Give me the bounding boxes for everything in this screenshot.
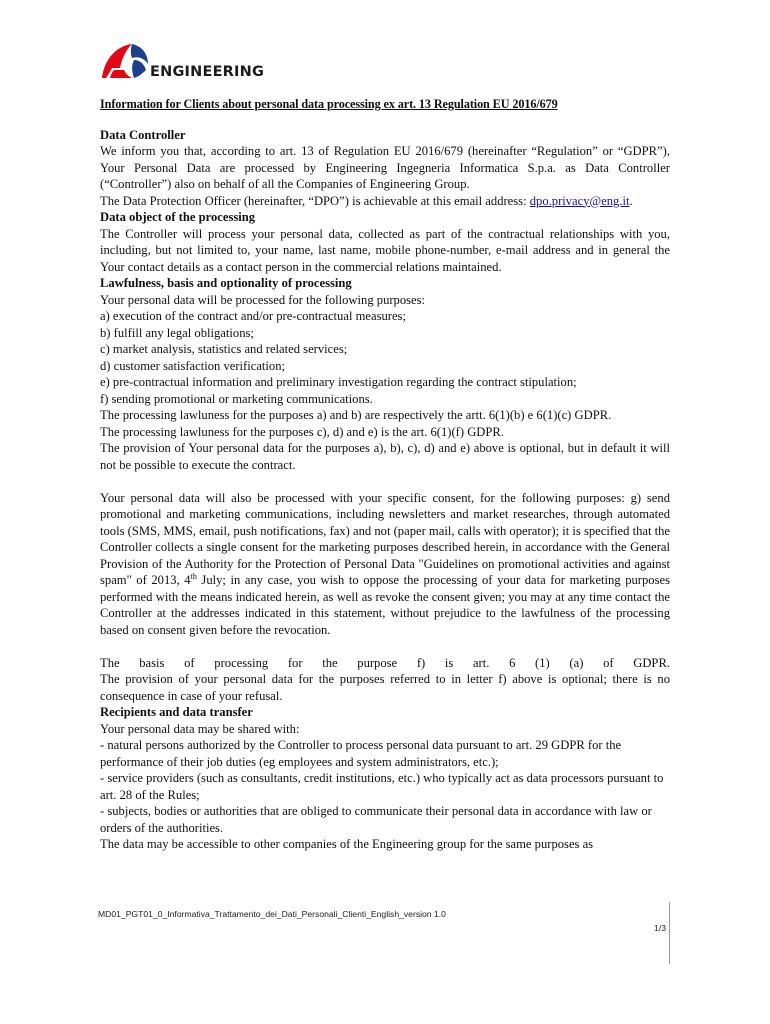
- list-item: a) execution of the contract and/or pre-contractual measures;: [100, 309, 406, 323]
- heading-recipients: Recipients and data transfer: [100, 705, 253, 719]
- document-title: Information for Clients about personal data processing ex art. 13 Regulation EU 2016/679: [100, 97, 558, 111]
- optional-paragraph: The provision of your personal data for the purposes referred to in letter f) above is optional; there is no consequence in case of your refusal.: [100, 672, 670, 703]
- list-item: - service providers (such as consultants, credit institutions, etc.) who typically act as data processors pursuant to art. 28 of the Rules;: [100, 771, 664, 802]
- recipients-last-line: The data may be accessible to other companies of the Engineering group for the same purposes as: [100, 837, 594, 851]
- heading-data-object: Data object of the processing: [100, 210, 256, 224]
- spacer: [100, 473, 670, 490]
- heading-data-controller: Data Controller: [100, 127, 186, 142]
- lawfulness-line-1: The processing lawluness for the purposes a) and b) are respectively the artt. 6(1)(b) e 6(1)(c) GDPR.: [100, 408, 612, 422]
- consent-text-b: July; in any case, you wish to oppose the processing of your data for marketing purposes performed with the means indicated herein, as well as revoke the consent given; you may at any time contact the Controller at the addresses indicated in this statement, without prejudice to the lawfulness of the processing based on consent given before the revocation.: [100, 573, 670, 637]
- lawfulness-line-2: The processing lawluness for the purposes c), d) and e) is the art. 6(1)(f) GDPR.: [100, 424, 504, 439]
- list-item: b) fulfill any legal obligations;: [100, 325, 254, 340]
- document-body: [100, 96, 670, 853]
- consent-paragraph: [100, 490, 670, 639]
- footer-doc-id: MD01_PGT01_0_Informativa_Trattamento_dei_Dati_Personali_Clienti_English_version 1.0: [98, 909, 446, 919]
- heading-lawfulness: Lawfulness, basis and optionality of processing: [100, 276, 352, 290]
- engineering-logo: [98, 40, 268, 84]
- dpo-email-link[interactable]: dpo.privacy@eng.it: [529, 193, 630, 208]
- spacer: [100, 638, 670, 655]
- dpo-text: The Data Protection Officer (hereinafter, “DPO”) is achievable at this email address:: [100, 193, 527, 208]
- lawfulness-intro: Your personal data will be processed for the following purposes:: [100, 292, 426, 307]
- basis-line: The basis of processing for the purpose f) is art. 6 (1) (a) of GDPR.: [100, 655, 670, 670]
- list-item: - subjects, bodies or authorities that are obliged to communicate their personal data in accordance with law or orders of the authorities.: [100, 804, 652, 835]
- controller-paragraph: We inform you that, according to art. 13 of Regulation EU 2016/679 (hereinafter “Regulation” or “GDPR”), Your Personal Data are processed by Engineering Ingegneria Informatica S.p.a. as Data Controller (“Controller”) also on behalf of all the Companies of Engineering Group.: [100, 144, 670, 191]
- purpose-list: [100, 308, 670, 407]
- list-item: - natural persons authorized by the Controller to process personal data pursuant to art. 29 GDPR for the performance of their job duties (eg employees and system administrators, etc.);: [100, 738, 622, 769]
- recipients-intro: Your personal data may be shared with:: [100, 721, 300, 736]
- engineering-logo-mark-icon: [98, 40, 150, 84]
- list-item: e) pre-contractual information and preliminary investigation regarding the contract stipulation;: [100, 375, 577, 389]
- list-item: f) sending promotional or marketing communications.: [100, 391, 373, 406]
- dpo-period: .: [629, 193, 633, 208]
- consent-text-a: Your personal data will also be processed with your specific consent, for the following purposes: g) send promotional and marketing communications, including newsletters and market researches, through automated tools (SMS, MMS, email, push notifications, fax) and not (paper mail, calls with operator); it is specified that the Controller collects a single consent for the marketing purposes described herein, in accordance with the General Provision of the Authority for the Protection of Personal Data "Guidelines on promotional activities and against spam" of 2013, 4: [100, 490, 670, 587]
- page-number: 1/3: [654, 923, 666, 933]
- lawfulness-line-3: The provision of Your personal data for the purposes a), b), c), d) and e) above is optional, but in default it will not be possible to execute the contract.: [100, 441, 670, 472]
- consent-superscript: th: [190, 571, 197, 581]
- dpo-paragraph: [100, 193, 670, 210]
- list-item: d) customer satisfaction verification;: [100, 358, 285, 373]
- object-paragraph: The Controller will process your personal data, collected as part of the contractual relationships with you, including, but not limited to, your name, last name, mobile phone-number, e-mail address and in general the Your contact details as a contact person in the commercial relations maintained.: [100, 226, 670, 274]
- logo-wordmark: ENGINEERING: [150, 64, 265, 80]
- list-item: c) market analysis, statistics and related services;: [100, 342, 348, 356]
